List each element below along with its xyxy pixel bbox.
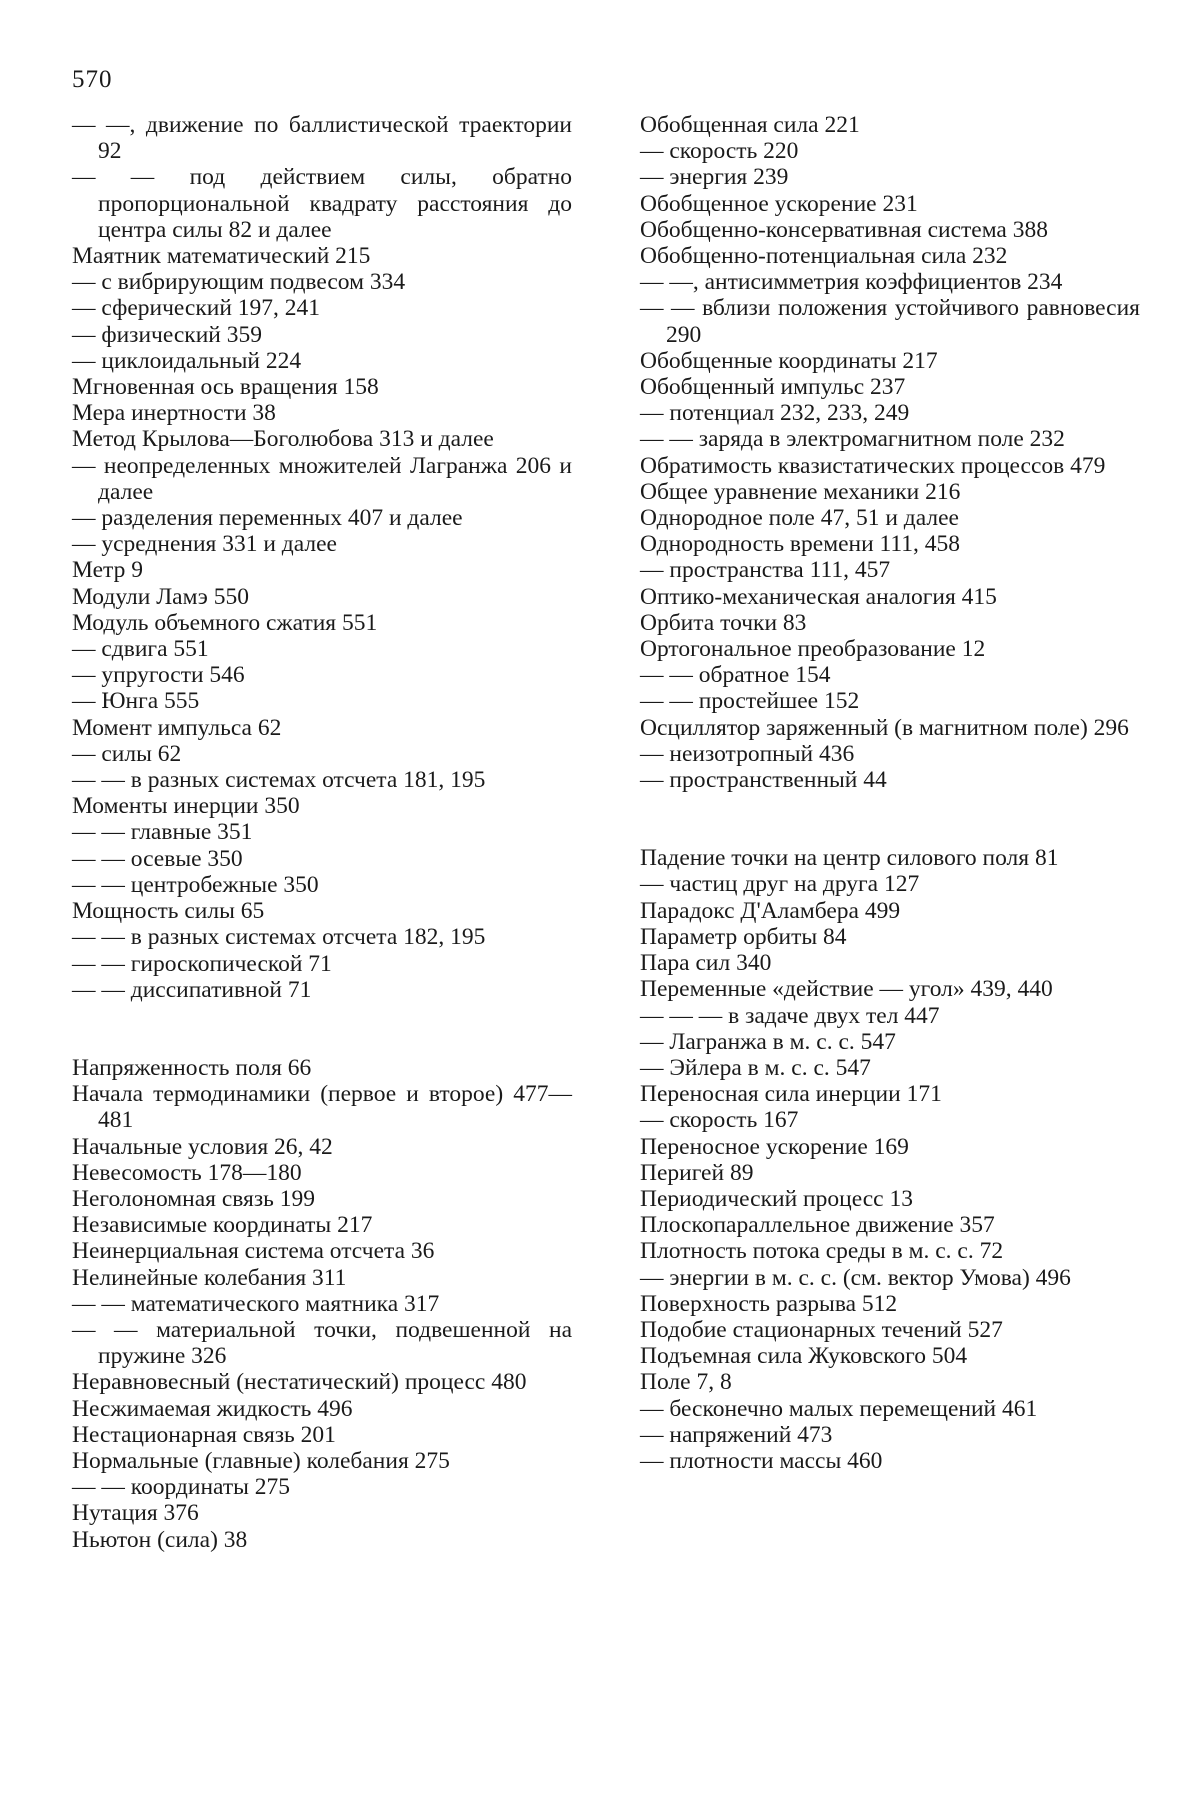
index-entry: Поверхность разрыва 512 — [640, 1290, 898, 1317]
index-entry: — бесконечно малых перемещений 461 — [640, 1395, 1038, 1422]
index-entry: Общее уравнение механики 216 — [640, 478, 961, 505]
index-entry: Подобие стационарных течений 527 — [640, 1316, 1003, 1343]
section-gap — [72, 1003, 572, 1055]
index-entry: — неизотропный 436 — [640, 740, 855, 767]
index-entry: — — координаты 275 — [72, 1474, 291, 1501]
index-entry: — разделения переменных 407 и далее — [72, 505, 463, 532]
index-entry: Обобщенно-потенциальная сила 232 — [640, 243, 1008, 270]
index-entry: — — в разных системах отсчета 181, 195 — [72, 767, 486, 794]
index-entry: Неравновесный (нестатический) процесс 480 — [72, 1369, 527, 1396]
index-entry: Однородность времени 111, 458 — [640, 531, 961, 558]
index-entry: — — диссипативной 71 — [72, 976, 312, 1003]
index-entry: — Лагранжа в м. с. с. 547 — [640, 1028, 896, 1055]
index-entry: — — — в задаче двух тел 447 — [640, 1002, 940, 1029]
index-entry: Однородное поле 47, 51 и далее — [640, 505, 959, 532]
index-entry: Падение точки на центр силового поля 81 — [640, 845, 1059, 872]
index-entry: Метр 9 — [72, 557, 143, 584]
index-entry: Мера инертности 38 — [72, 400, 276, 427]
index-entry: — —, антисимметрия коэффициентов 234 — [640, 269, 1063, 296]
index-entry: Орбита точки 83 — [640, 609, 807, 636]
index-entry: Подъемная сила Жуковского 504 — [640, 1343, 968, 1370]
index-column-right — [640, 112, 1140, 1474]
index-entry: — — гироскопической 71 — [72, 950, 332, 977]
index-entry: — скорость 167 — [640, 1107, 799, 1134]
index-entry: Нутация 376 — [72, 1500, 199, 1527]
index-entry: Плоскопараллельное движение 357 — [640, 1212, 995, 1239]
index-entry: Начала термодинамики (первое и второе) 477—481 — [72, 1081, 572, 1134]
index-entry: Момент импульса 62 — [72, 714, 282, 741]
index-entry: Параметр орбиты 84 — [640, 923, 847, 950]
index-entry: — — главные 351 — [72, 819, 253, 846]
index-entry: — —, движение по баллистической траектории 92 — [72, 112, 572, 165]
index-entry: Перигей 89 — [640, 1159, 754, 1186]
index-entry: — сдвига 551 — [72, 636, 209, 663]
index-entry: Обратимость квазистатических процессов 479 — [640, 452, 1106, 479]
index-entry: Обобщенный импульс 237 — [640, 374, 906, 401]
index-entry: Модули Ламэ 550 — [72, 583, 249, 610]
index-entry: Плотность потока среды в м. с. с. 72 — [640, 1238, 1004, 1265]
index-entry: Невесомость 178—180 — [72, 1159, 302, 1186]
index-entry: — — вблизи положения устойчивого равновесия 290 — [640, 295, 1140, 348]
index-entry: Мгновенная ось вращения 158 — [72, 374, 379, 401]
index-entry: Неголономная связь 199 — [72, 1185, 315, 1212]
index-entry: — упругости 546 — [72, 662, 245, 689]
index-entry: Несжимаемая жидкость 496 — [72, 1395, 353, 1422]
index-entry: — — обратное 154 — [640, 662, 831, 689]
index-entry: — — в разных системах отсчета 182, 195 — [72, 924, 486, 951]
index-entry: Переменные «действие — угол» 439, 440 — [640, 976, 1053, 1003]
index-entry: — Юнга 555 — [72, 688, 200, 715]
page-number: 570 — [72, 66, 113, 93]
index-entry: — циклоидальный 224 — [72, 347, 302, 374]
index-entry: — потенциал 232, 233, 249 — [640, 400, 910, 427]
index-entry: Обобщенное ускорение 231 — [640, 190, 918, 217]
index-entry: — — математического маятника 317 — [72, 1290, 440, 1317]
index-entry: — физический 359 — [72, 321, 262, 348]
index-entry: — энергия 239 — [640, 164, 789, 191]
index-entry: Напряженность поля 66 — [72, 1054, 312, 1081]
index-entry: Нелинейные колебания 311 — [72, 1264, 347, 1291]
index-entry: — напряжений 473 — [640, 1421, 833, 1448]
index-entry: — неопределенных множителей Лагранжа 206 и далее — [72, 452, 572, 505]
index-entry: Модуль объемного сжатия 551 — [72, 609, 378, 636]
index-entry: Оптико-механическая аналогия 415 — [640, 583, 997, 610]
index-entry: Обобщенные координаты 217 — [640, 347, 938, 374]
index-entry: Периодический процесс 13 — [640, 1185, 913, 1212]
index-entry: — — материальной точки, подвешенной на пружине 326 — [72, 1316, 572, 1370]
index-entry: Обобщенно-консервативная система 388 — [640, 216, 1048, 243]
index-entry: Нестационарная связь 201 — [72, 1421, 336, 1448]
index-entry: Метод Крылова—Боголюбова 313 и далее — [72, 426, 494, 453]
index-entry: Нормальные (главные) колебания 275 — [72, 1447, 450, 1474]
index-column-left — [72, 112, 572, 1553]
index-entry: — — заряда в электромагнитном поле 232 — [640, 426, 1065, 453]
index-entry: Переносная сила инерции 171 — [640, 1081, 942, 1108]
index-entry: — скорость 220 — [640, 138, 799, 165]
index-entry: — плотности массы 460 — [640, 1447, 883, 1474]
index-entry: Поле 7, 8 — [640, 1369, 732, 1396]
index-entry: — сферический 197, 241 — [72, 295, 321, 322]
index-entry: — пространственный 44 — [640, 767, 887, 794]
index-entry: — усреднения 331 и далее — [72, 531, 337, 558]
index-entry: — силы 62 — [72, 740, 182, 767]
index-entry: Мощность силы 65 — [72, 898, 265, 925]
index-entry: — — центробежные 350 — [72, 871, 319, 898]
index-entry: Маятник математический 215 — [72, 243, 371, 270]
index-entry: — — осевые 350 — [72, 845, 243, 872]
index-entry: — — под действием силы, обратно пропорциональной квадрату расстояния до центра силы 82 и далее — [72, 164, 572, 243]
index-entry: Независимые координаты 217 — [72, 1212, 373, 1239]
index-entry: — пространства 111, 457 — [640, 557, 891, 584]
index-entry: — энергии в м. с. с. (см. вектор Умова) 496 — [640, 1264, 1071, 1291]
index-entry: — частиц друг на друга 127 — [640, 871, 920, 898]
index-entry: Пара сил 340 — [640, 950, 772, 977]
index-entry: — — простейшее 152 — [640, 688, 860, 715]
index-entry: Моменты инерции 350 — [72, 793, 300, 820]
index-entry: Ортогональное преобразование 12 — [640, 636, 986, 663]
index-entry: Парадокс Д'Аламбера 499 — [640, 897, 901, 924]
index-entry: — с вибрирующим подвесом 334 — [72, 269, 406, 296]
index-entry: Осциллятор заряженный (в магнитном поле) 296 — [640, 714, 1129, 741]
index-entry: Ньютон (сила) 38 — [72, 1526, 248, 1553]
index-entry: Начальные условия 26, 42 — [72, 1133, 333, 1160]
index-entry: Неинерциальная система отсчета 36 — [72, 1238, 435, 1265]
section-gap — [640, 793, 1140, 845]
index-entry: — Эйлера в м. с. с. 547 — [640, 1054, 871, 1081]
index-entry: Переносное ускорение 169 — [640, 1133, 909, 1160]
index-entry: Обобщенная сила 221 — [640, 112, 860, 138]
